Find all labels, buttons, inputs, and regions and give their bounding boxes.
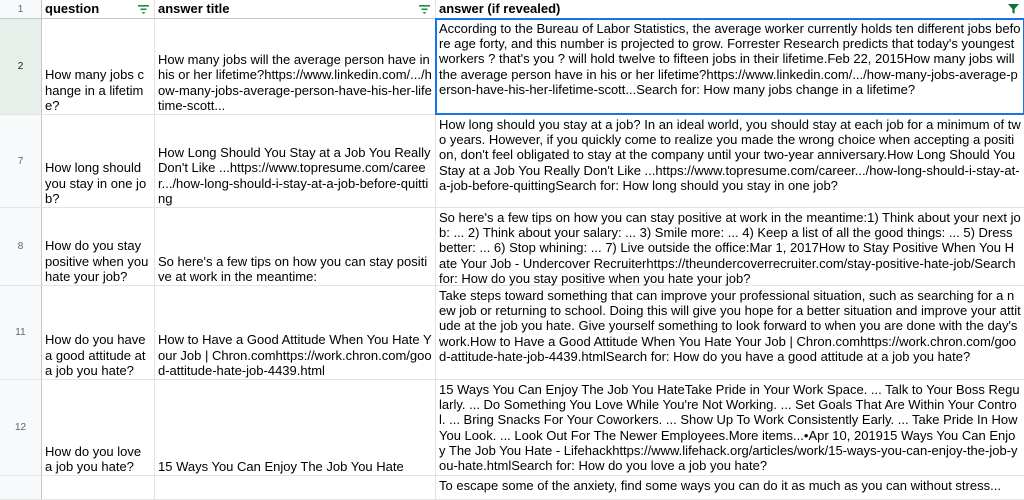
cell-text: How to Have a Good Attitude When You Hate Your Job | Chron.comhttps://work.chron.com/good-attitude-hate-job-4439.html xyxy=(158,332,432,378)
table-row xyxy=(0,380,1024,476)
filter-icon[interactable] xyxy=(419,4,430,14)
row-number[interactable]: 7 xyxy=(0,115,42,207)
row-number-header[interactable]: 1 xyxy=(0,0,42,18)
answer-title-cell[interactable] xyxy=(155,286,436,379)
cell-text: How do you have a good attitude at a job you hate? xyxy=(45,332,146,378)
cell-text: According to the Bureau of Labor Statistics, the average worker currently holds ten different jobs before age forty, and this number is projected to grow. Forrester Research predicts that today's youngest workers ? that's you ? will hold twelve to fifteen jobs in their lifetime.Feb 22, 2015How many jobs will the average person have in his or her lifetime?https://www.linkedin.com/.../how-many-jobs-average-person-have-his-her-lifetime-scott...Search for: How many jobs change in a lifetime? xyxy=(439,21,1021,97)
column-header-question[interactable] xyxy=(42,0,155,18)
table-row xyxy=(0,286,1024,380)
table-row xyxy=(0,115,1024,208)
answer-title-cell[interactable] xyxy=(155,380,436,475)
column-header-row xyxy=(0,0,1024,19)
question-cell[interactable] xyxy=(42,208,155,285)
cell-text: How long should you stay at a job? In an ideal world, you should stay at each job for a minimum of two years. However, if you quickly come to realize you made the wrong choice when accepting a position, don't feel obligated to stay at the company until your two-year anniversary.How Long Should You Stay at a Job You Really Don't Like ...https://www.topresume.com/career.../how-long-should-i-stay-at-a-job-before-quittingSearch for: How long should you stay in one job? xyxy=(439,117,1021,193)
cell-text: How do you love a job you hate? xyxy=(45,443,142,474)
column-header-label: answer (if revealed) xyxy=(439,0,561,16)
column-header-answer-title[interactable] xyxy=(155,0,436,18)
cell-text: 15 Ways You Can Enjoy The Job You HateTake Pride in Your Work Space. ... Talk to Your Boss Regularly. ... Do Something You Love While You're Not Working. ... Set Goals That Are Within Your Control. ... Bring Snacks For Your Coworkers. ... Show Up To Work Consistently Early. ... Take Pride In How You Look. ... Look Out For The Newer Employees.More items...•Apr 10, 201915 Ways You Can Enjoy The Job You Hate - Lifehackhttps://www.lifehack.org/articles/work/15-ways-you-can-enjoy-the-job-you-hate.htmlSearch for: How do you love a job you hate? xyxy=(439,382,1020,474)
cell-text: To escape some of the anxiety, find some ways you can do it as much as you can without stress... xyxy=(439,478,1001,493)
table-row xyxy=(0,476,1024,500)
answer-cell[interactable] xyxy=(436,286,1024,379)
cell-text: How Long Should You Stay at a Job You Really Don't Like ...https://www.topresume.com/career.../how-long-should-i-stay-at-a-job-before-quitting xyxy=(158,145,431,206)
question-cell[interactable] xyxy=(42,476,155,499)
question-cell[interactable] xyxy=(42,380,155,475)
table-row xyxy=(0,19,1024,115)
row-number[interactable]: 11 xyxy=(0,286,42,379)
answer-title-cell[interactable] xyxy=(155,476,436,499)
cell-text: How long should you stay in one job? xyxy=(45,160,147,206)
row-number[interactable]: 2 xyxy=(0,19,42,114)
column-header-label: answer title xyxy=(158,0,230,16)
answer-cell[interactable] xyxy=(436,115,1024,207)
answer-cell[interactable] xyxy=(436,380,1024,475)
cell-text: So here's a few tips on how you can stay positive at work in the meantime:1) Think about your next job: ... 2) Think about your salary: ... 3) Smile more: ... 4) Keep a list of all the good things: ... 5) Dress better: ... 6) Stop whining: ... 7) Live outside the office:Mar 1, 2017How to Stay Positive When You Hate Your Job - Undercover Recruiterhttps://theundercoverrecruiter.com/stay-positive-hate-job/Search for: How do you stay positive when you hate your job? xyxy=(439,210,1021,286)
cell-text: Take steps toward something that can improve your professional situation, such as searching for a new job or returning to school. Doing this will give you hope for a better situation and improve your attitude at the job you hate. Give yourself something to look forward to when you are done with the day's work.How to Have a Good Attitude When You Hate Your Job | Chron.comhttps://work.chron.com/good-attitude-hate-job-4439.htmlSearch for: How do you have a good attitude at a job you hate? xyxy=(439,288,1021,364)
row-number[interactable]: 12 xyxy=(0,380,42,475)
table-row xyxy=(0,208,1024,286)
column-header-label: question xyxy=(45,0,100,16)
filter-icon[interactable] xyxy=(138,4,149,14)
question-cell[interactable] xyxy=(42,19,155,114)
row-number[interactable] xyxy=(0,476,42,499)
answer-title-cell[interactable] xyxy=(155,115,436,207)
answer-cell[interactable] xyxy=(436,208,1024,285)
cell-text: How do you stay positive when you hate your job? xyxy=(45,238,149,284)
cell-text: 15 Ways You Can Enjoy The Job You Hate xyxy=(158,458,404,474)
row-number[interactable]: 8 xyxy=(0,208,42,285)
question-cell[interactable] xyxy=(42,115,155,207)
answer-cell[interactable] xyxy=(436,19,1024,114)
cell-text: How many jobs will the average person have in his or her lifetime?https://www.linkedin.com/.../how-many-jobs-average-person-have-his-her-lifetime-scott... xyxy=(158,52,432,113)
cell-text: How many jobs change in a lifetime? xyxy=(45,67,144,113)
answer-title-cell[interactable] xyxy=(155,208,436,285)
question-cell[interactable] xyxy=(42,286,155,379)
filter-active-icon[interactable] xyxy=(1008,4,1019,14)
answer-cell[interactable] xyxy=(436,476,1024,499)
answer-title-cell[interactable] xyxy=(155,19,436,114)
cell-text: So here's a few tips on how you can stay positive at work in the meantime: xyxy=(158,253,428,284)
column-header-answer[interactable] xyxy=(436,0,1024,18)
